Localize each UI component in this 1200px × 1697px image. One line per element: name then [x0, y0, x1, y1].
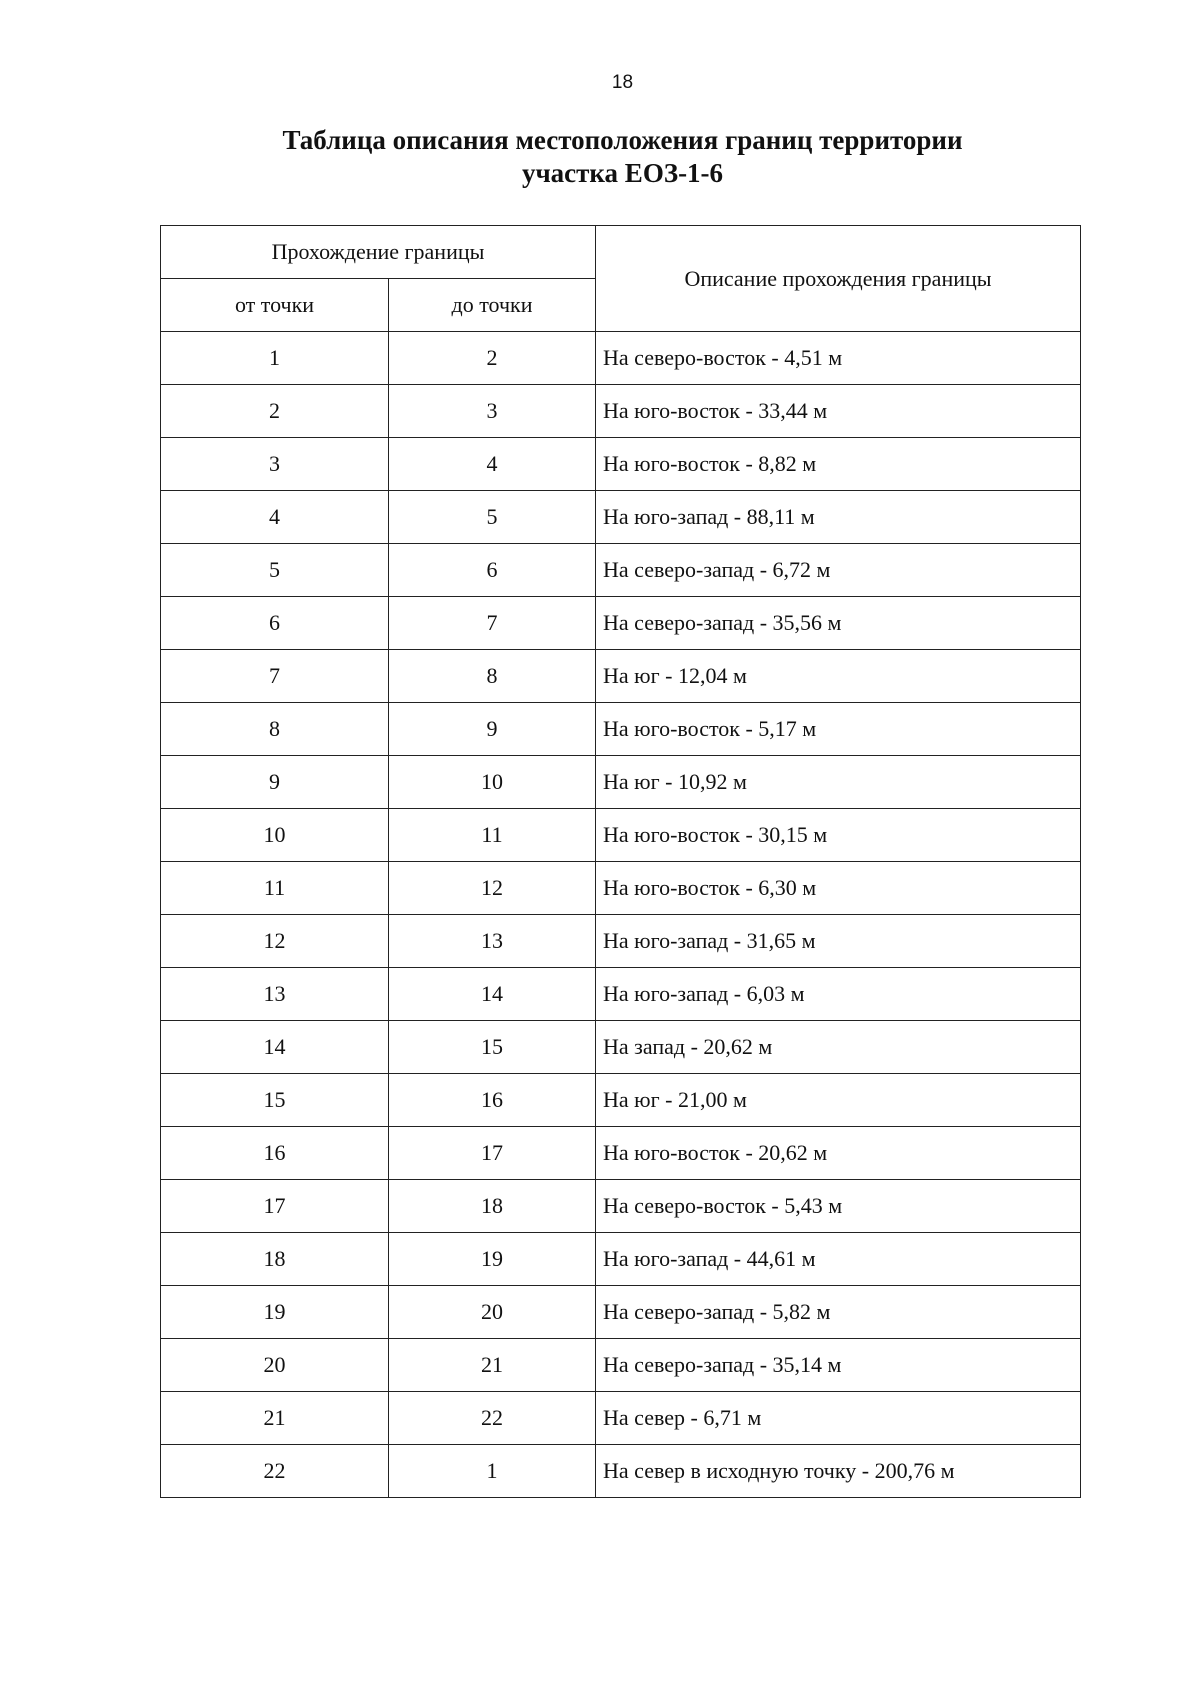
table-row	[161, 862, 1081, 915]
table-row	[161, 1074, 1081, 1127]
table-body	[161, 332, 1081, 1498]
table-row	[161, 809, 1081, 862]
cell-to-point: 22	[389, 1392, 596, 1445]
cell-description: На север - 6,71 м	[596, 1392, 1081, 1445]
table-row	[161, 385, 1081, 438]
cell-description: На юго-запад - 31,65 м	[596, 915, 1081, 968]
title-line-1: Таблица описания местоположения границ территории	[282, 125, 963, 155]
table-row	[161, 491, 1081, 544]
cell-from-point: 10	[161, 809, 389, 862]
cell-from-point: 12	[161, 915, 389, 968]
cell-description: На северо-восток - 5,43 м	[596, 1180, 1081, 1233]
cell-description: На юго-запад - 6,03 м	[596, 968, 1081, 1021]
cell-description: На юго-запад - 88,11 м	[596, 491, 1081, 544]
cell-to-point: 15	[389, 1021, 596, 1074]
cell-to-point: 14	[389, 968, 596, 1021]
table-row	[161, 332, 1081, 385]
cell-to-point: 17	[389, 1127, 596, 1180]
cell-description: На юго-восток - 6,30 м	[596, 862, 1081, 915]
cell-to-point: 13	[389, 915, 596, 968]
cell-from-point: 5	[161, 544, 389, 597]
cell-to-point: 5	[389, 491, 596, 544]
cell-to-point: 12	[389, 862, 596, 915]
cell-from-point: 8	[161, 703, 389, 756]
cell-from-point: 22	[161, 1445, 389, 1498]
cell-to-point: 3	[389, 385, 596, 438]
table-row	[161, 756, 1081, 809]
cell-from-point: 20	[161, 1339, 389, 1392]
cell-description: На юго-запад - 44,61 м	[596, 1233, 1081, 1286]
cell-to-point: 16	[389, 1074, 596, 1127]
cell-to-point: 7	[389, 597, 596, 650]
table-row	[161, 1233, 1081, 1286]
table-row	[161, 1180, 1081, 1233]
table-row	[161, 915, 1081, 968]
table-row	[161, 1021, 1081, 1074]
cell-description: На юго-восток - 8,82 м	[596, 438, 1081, 491]
cell-from-point: 21	[161, 1392, 389, 1445]
cell-from-point: 11	[161, 862, 389, 915]
cell-from-point: 2	[161, 385, 389, 438]
cell-description: На юго-восток - 20,62 м	[596, 1127, 1081, 1180]
page-number: 18	[611, 72, 634, 93]
cell-description: На юго-восток - 30,15 м	[596, 809, 1081, 862]
page-title	[0, 124, 1200, 190]
cell-from-point: 1	[161, 332, 389, 385]
cell-to-point: 8	[389, 650, 596, 703]
cell-to-point: 11	[389, 809, 596, 862]
table-row	[161, 1445, 1081, 1498]
cell-to-point: 18	[389, 1180, 596, 1233]
cell-from-point: 17	[161, 1180, 389, 1233]
table-row	[161, 1392, 1081, 1445]
title-line-2: участка ЕОЗ-1-6	[521, 158, 724, 188]
cell-to-point: 4	[389, 438, 596, 491]
cell-from-point: 13	[161, 968, 389, 1021]
cell-to-point: 1	[389, 1445, 596, 1498]
cell-to-point: 20	[389, 1286, 596, 1339]
table-header-row	[161, 226, 1081, 279]
cell-description: На юг - 12,04 м	[596, 650, 1081, 703]
cell-to-point: 19	[389, 1233, 596, 1286]
cell-description: На северо-запад - 6,72 м	[596, 544, 1081, 597]
cell-from-point: 14	[161, 1021, 389, 1074]
cell-description: На юг - 21,00 м	[596, 1074, 1081, 1127]
boundary-table	[160, 225, 1081, 1498]
table-row	[161, 1286, 1081, 1339]
header-description: Описание прохождения границы	[596, 226, 1081, 332]
table-row	[161, 650, 1081, 703]
cell-description: На юг - 10,92 м	[596, 756, 1081, 809]
cell-to-point: 21	[389, 1339, 596, 1392]
cell-from-point: 4	[161, 491, 389, 544]
cell-description: На юго-восток - 5,17 м	[596, 703, 1081, 756]
cell-description: На юго-восток - 33,44 м	[596, 385, 1081, 438]
table-row	[161, 1339, 1081, 1392]
cell-description: На северо-запад - 35,14 м	[596, 1339, 1081, 1392]
cell-description: На северо-восток - 4,51 м	[596, 332, 1081, 385]
header-from-point: от точки	[161, 279, 389, 332]
cell-from-point: 18	[161, 1233, 389, 1286]
cell-from-point: 7	[161, 650, 389, 703]
cell-description: На северо-запад - 35,56 м	[596, 597, 1081, 650]
table-row	[161, 597, 1081, 650]
cell-description: На запад - 20,62 м	[596, 1021, 1081, 1074]
group-header-boundary-passage: Прохождение границы	[161, 226, 596, 279]
table-row	[161, 438, 1081, 491]
cell-from-point: 15	[161, 1074, 389, 1127]
table-row	[161, 968, 1081, 1021]
cell-from-point: 9	[161, 756, 389, 809]
table-row	[161, 544, 1081, 597]
cell-description: На север в исходную точку - 200,76 м	[596, 1445, 1081, 1498]
cell-from-point: 19	[161, 1286, 389, 1339]
cell-from-point: 16	[161, 1127, 389, 1180]
cell-from-point: 3	[161, 438, 389, 491]
cell-to-point: 10	[389, 756, 596, 809]
header-to-point: до точки	[389, 279, 596, 332]
table-row	[161, 703, 1081, 756]
cell-to-point: 6	[389, 544, 596, 597]
cell-description: На северо-запад - 5,82 м	[596, 1286, 1081, 1339]
table-row	[161, 1127, 1081, 1180]
cell-to-point: 2	[389, 332, 596, 385]
cell-from-point: 6	[161, 597, 389, 650]
cell-to-point: 9	[389, 703, 596, 756]
